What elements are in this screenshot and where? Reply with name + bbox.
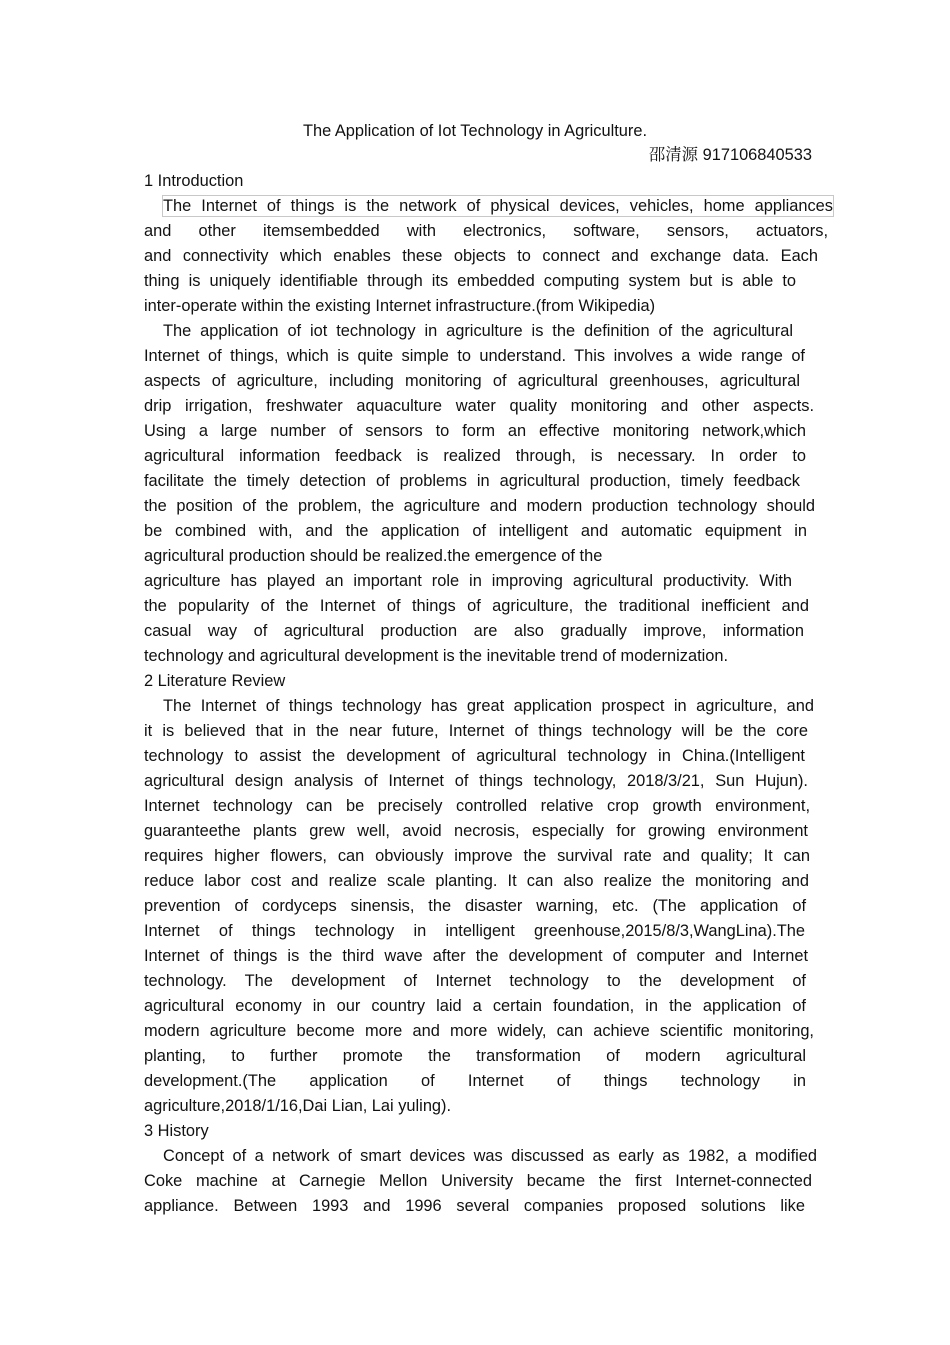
author-line: 邵清源 917106840533: [648, 146, 812, 164]
paragraph-line: aspects of agriculture, including monitoring of agricultural greenhouses, agricultural: [144, 372, 800, 390]
paragraph-line: agricultural economy in our country laid a certain foundation, in the application of: [144, 997, 806, 1015]
document-title: The Application of Iot Technology in Agriculture.: [302, 122, 648, 140]
paragraph-line: planting, to further promote the transformation of modern agricultural: [144, 1047, 806, 1065]
paragraph-line: facilitate the timely detection of problems in agricultural production, timely feedback: [144, 472, 800, 490]
paragraph-line: be combined with, and the application of intelligent and automatic equipment in: [144, 522, 807, 540]
paragraph-line: The Internet of things technology has great application prospect in agriculture, and: [163, 697, 814, 715]
paragraph-line: Concept of a network of smart devices was discussed as early as 1982, a modified: [163, 1147, 817, 1165]
paragraph-line: inter-operate within the existing Internet infrastructure.(from Wikipedia): [144, 297, 656, 315]
paragraph-line: appliance. Between 1993 and 1996 several companies proposed solutions like: [144, 1197, 805, 1215]
paragraph-line: Internet of things, which is quite simple to understand. This involves a wide range of: [144, 347, 805, 365]
paragraph-line: the popularity of the Internet of things of agriculture, the traditional inefficient and: [144, 597, 809, 615]
paragraph-line: Internet technology can be precisely controlled relative crop growth environment,: [144, 797, 810, 815]
section-heading-history: 3 History: [144, 1122, 209, 1140]
paragraph-line: casual way of agricultural production are also gradually improve, information: [144, 622, 804, 640]
paragraph-line: agriculture,2018/1/16,Dai Lian, Lai yuling).: [144, 1097, 452, 1115]
section-heading-literature-review: 2 Literature Review: [144, 672, 286, 690]
paragraph-line: Using a large number of sensors to form an effective monitoring network,which: [144, 422, 806, 440]
paragraph-line: requires higher flowers, can obviously improve the survival rate and quality; It can: [144, 847, 810, 865]
paragraph-line: development.(The application of Internet of things technology in: [144, 1072, 806, 1090]
paragraph-line: modern agriculture become more and more widely, can achieve scientific monitoring,: [144, 1022, 814, 1040]
paragraph-line: and other itemsembedded with electronics, software, sensors, actuators,: [144, 222, 828, 240]
paragraph-line: agricultural information feedback is realized through, is necessary. In order to: [144, 447, 806, 465]
paragraph-line: The Internet of things is the network of physical devices, vehicles, home appliances: [163, 197, 833, 215]
paragraph-line: Coke machine at Carnegie Mellon University became the first Internet-connected: [144, 1172, 812, 1190]
paragraph-line: the position of the problem, the agriculture and modern production technology should: [144, 497, 815, 515]
paragraph-line: technology and agricultural development is the inevitable trend of modernization.: [144, 647, 729, 665]
section-heading-introduction: 1 Introduction: [144, 172, 244, 190]
paragraph-line: drip irrigation, freshwater aquaculture water quality monitoring and other aspects.: [144, 397, 814, 415]
paragraph-line: and connectivity which enables these objects to connect and exchange data. Each: [144, 247, 818, 265]
paragraph-line: Internet of things technology in intelligent greenhouse,2015/8/3,WangLina).The: [144, 922, 805, 940]
paragraph-line: agricultural design analysis of Internet of things technology, 2018/3/21, Sun Hujun).: [144, 772, 808, 790]
paragraph-line: it is believed that in the near future, Internet of things technology will be the core: [144, 722, 808, 740]
paragraph-line: agricultural production should be realized.the emergence of the: [144, 547, 603, 565]
paragraph-line: Internet of things is the third wave after the development of computer and Internet: [144, 947, 808, 965]
paragraph-line: thing is uniquely identifiable through its embedded computing system but is able to: [144, 272, 796, 290]
paragraph-line: reduce labor cost and realize scale planting. It can also realize the monitoring and: [144, 872, 809, 890]
paragraph-line: technology to assist the development of agricultural technology in China.(Intelligent: [144, 747, 805, 765]
paragraph-line: guaranteethe plants grew well, avoid necrosis, especially for growing environment: [144, 822, 808, 840]
paragraph-line: The application of iot technology in agriculture is the definition of the agricultural: [163, 322, 793, 340]
paragraph-line: agriculture has played an important role in improving agricultural productivity. With: [144, 572, 792, 590]
paragraph-line: prevention of cordyceps sinensis, the disaster warning, etc. (The application of: [144, 897, 806, 915]
paragraph-line: technology. The development of Internet technology to the development of: [144, 972, 806, 990]
